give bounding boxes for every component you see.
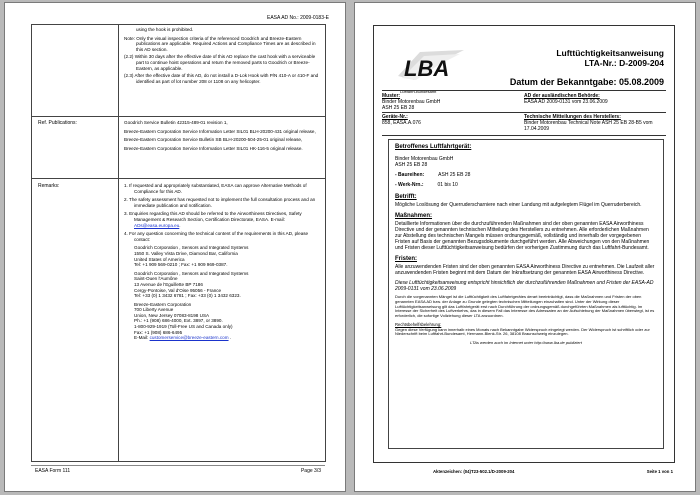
remark-item: 2. The safety assessment has requested not to implement the full consultation process and an immediate publication and notification. xyxy=(124,197,316,208)
lta-content xyxy=(395,144,657,346)
grid-rule xyxy=(382,112,666,113)
lba-logo xyxy=(394,46,466,88)
ref-item: Goodrich Service Bulletin 42315-489-01 revision 1, xyxy=(124,120,228,125)
title-line-2: LTA-Nr.: D-2009-204 xyxy=(584,58,664,68)
email-label: E-Mail: xyxy=(134,335,150,341)
muster-value: Binder Motorenbau GmbH xyxy=(382,99,441,105)
ad-block xyxy=(524,93,666,105)
remark-item: 1. If requested and appropriately substantiated, EASA can approve Alternative Methods of Compliance for this AD. xyxy=(124,183,307,194)
ref-item: Breeze-Eastern Corporation Service Bulletin SB BLH-20200-504-25-01 original release, xyxy=(124,137,303,143)
geraete-value: 858, EASA.A.076 xyxy=(382,120,421,126)
remark-item: 4. For any question concerning the technical content of the requirements in this AD, please contact: xyxy=(124,231,309,242)
table-row-divider xyxy=(32,178,325,179)
betrifft-heading: Betrifft: xyxy=(395,194,417,200)
contact-line: Breeze-Eastern Corporation xyxy=(134,301,192,307)
remarks-list xyxy=(124,183,322,344)
title-line-1: Lufttüchtigkeitsanweisung xyxy=(556,48,664,58)
contact-line: Goodrich Corporation , Sensors and Integrated Systems xyxy=(134,245,249,251)
ad-label: AD der ausländischen Behörde: xyxy=(524,93,600,99)
remark-3-end: . xyxy=(179,222,181,228)
werknr-row xyxy=(395,182,657,188)
massnahmen-heading: Maßnahmen: xyxy=(395,213,433,219)
doc-reference: EASA AD No.: 2009-0183-E xyxy=(267,15,329,21)
action-2-2: (2.2) Within 30 days after the effective date of this AD replace the cast hook with a serviceable part to continue hoist operations and return the removed parts to Goodrich or Breeze-Eastern, as applicable. xyxy=(124,54,316,71)
contact-line: Goodrich Corporation , Sensors and Integrated Systems xyxy=(134,270,249,276)
publication-date: Datum der Bekanntgabe: 05.08.2009 xyxy=(509,77,664,87)
tm-value: 17.04.2009 xyxy=(524,126,550,132)
contact-line: Tel: +33 (0) 1 3432 6781 ; Fax: +33 (0) 1 3432 6323. xyxy=(134,293,241,299)
rechtsbehelf-heading: Rechtsbehelfsbelehrung: xyxy=(395,321,442,327)
geraete-label: Geräte-Nr.: xyxy=(382,114,408,120)
easa-email-link[interactable]: ADs@easa.europa.eu xyxy=(134,222,180,228)
massnahmen-text: Detaillierte Informationen über die durchzuführenden Maßnahmen sind der oben genannten EASA Airworthiness Directive und der genannten technischen Mitteilung des Herstellers zu entnehmen. Alle erforderlichen Maßnahmen zur Abstellung des technischen Mangels müssen ordnungsgemäß, vollständig und innerhalb der vorgegebenen Fristen auf Basis der genannten Bezugsdokumente durchgeführt werden. Alle Abweichungen von den Maßnahmen und Fristen dieser Lufttüchtigkeitsanweisung bedürfen der vorherigen Zustimmung durch das Luftfahrt-Bundesamt. xyxy=(395,221,650,251)
betroffen-heading: Betroffenes Luftfahrtgerät: xyxy=(395,144,472,150)
header-rule xyxy=(382,90,666,91)
document-page-right xyxy=(354,2,696,492)
muster-block xyxy=(382,93,520,111)
contact-line: Ph.: +1 (908) 686-4000, Ext. 3897, or 3890. xyxy=(134,318,223,324)
werknr-value: 01 bis 10 xyxy=(437,182,458,188)
contact-goodrich-fr xyxy=(134,271,322,299)
betrifft-text: Mögliche Loslösung der Querruderscharniere nach einer Landung mit aufgelegtem Flügel im Querruderbereich. xyxy=(395,202,642,208)
ref-publications-label: Ref. Publications: xyxy=(38,120,77,126)
geraete-block xyxy=(382,114,520,126)
ad-table xyxy=(31,24,326,462)
lta-content-box xyxy=(388,139,664,449)
tm-value: Binder Motorenbau Technical Note ASH 25 EB 28-B5 vom xyxy=(524,120,653,126)
tm-label: Technische Mitteilungen des Herstellers: xyxy=(524,114,621,120)
page-count: Seite 1 von 1 xyxy=(646,469,673,474)
document-page-left xyxy=(4,2,346,492)
contact-goodrich-us xyxy=(134,245,322,267)
ref-item: Breeze-Eastern Corporation Service Information Letter SIL01 HK-116-5 original release. xyxy=(124,145,303,151)
contact-line: 13 Avenue de l'Eguillette BP 7186 xyxy=(134,281,203,287)
werknr-label: - Werk-Nrn.: xyxy=(395,182,424,188)
footer-rule xyxy=(31,465,325,466)
remark-item xyxy=(124,211,322,228)
breeze-email-link[interactable]: customerservice@breeze-eastern.com xyxy=(149,335,229,341)
online-note: LTAs werden auch im Internet unter http://www.lba.de publiziert xyxy=(470,340,582,346)
contact-line: 1-800-929-1919 (Toll-Free US and Canada only) xyxy=(134,324,233,330)
baureihen-row xyxy=(395,172,657,178)
contact-line: United States of America xyxy=(134,256,185,262)
logo-text: LBA xyxy=(404,56,450,81)
table-row-divider xyxy=(32,116,325,117)
footer-page-number: Page 3/3 xyxy=(300,468,321,474)
tm-block xyxy=(524,114,666,132)
contacts-block xyxy=(124,245,322,341)
baureihen-value: ASH 25 EB 28 xyxy=(438,172,471,178)
rechtsbehelf-text: Gegen diese Verfügung kann innerhalb eines Monats nach Bekanntgabe Widerspruch eingelegt werden. Der Widerspruch ist schriftlich oder zur Niederschrift beim Luftfahrt-Bundesamt, Hermann-Blenk-Str. 26, 38108 Braunschweig einzulegen. xyxy=(395,326,650,337)
lta-title xyxy=(556,48,664,68)
ad-value: EASA AD 2009-0131 vom 23.06.2009 xyxy=(524,99,608,105)
footer-form-name: EASA Form 111 xyxy=(35,468,71,474)
contact-line: Fax: +1 (908) 686-6495 xyxy=(134,329,183,335)
baureihen-label: - Baureihen: xyxy=(395,172,425,178)
actions-cell xyxy=(124,27,322,86)
note-text: Note: Only the visual inspection criteria of the referenced Goodrich and Breeze-Eastern publications are applicable. Required Actions and Compliance Times are as described in this AD section. xyxy=(124,35,316,52)
contact-line: 700 Liberty Avenue xyxy=(134,307,174,313)
fristen-heading: Fristen: xyxy=(395,256,418,262)
betroffen-type: ASH 25 EB 28 xyxy=(395,162,428,168)
muster-label: Muster: xyxy=(382,93,401,99)
remarks-label: Remarks: xyxy=(38,183,60,189)
contact-line: Cergy-Pontoise, Val d'Oise 95056 - France xyxy=(134,287,222,293)
lta-frame xyxy=(373,25,675,463)
legal-text: Durch die vorgenannten Mängel ist die Lufttüchtigkeit des Luftfahrtgerätes derart beeinträchtigt, dass die Maßnahmen und Fristen der oben genannten EASA AD bzw. der Anlage zu Grunde gelegten technischen Mitteilungen einzuhalten sind. Unter der Wirkung dieser Lufttüchtigkeitsanweisung gilt das Luftfahrtgerät erst nach Durchführung der ordnungsgemäß durchgeführten Maßnahmen als lufttüchtig. Im Interesse der Sicherheit des Luftverkehrs, das in diesem Fall das Interesse des Adressaten an der Aufschiebung der Maßnahmen überwiegt, ist es erforderlich, die sofortige Vollziehung dieser LTA anzuordnen. xyxy=(395,294,655,319)
action-2-3: (2.3) After the effective date of this AD, do not install a D-Lok Hook with P/N 410-A or 410-F and identified as part of lot number 208 or 1108 on any helicopter. xyxy=(124,73,319,84)
muster-value: ASH 25 EB 28 xyxy=(382,105,415,111)
ref-item: Breeze-Eastern Corporation Service Information Letter SIL01 BLH-20200-431 original release, xyxy=(124,128,316,134)
logo-subtitle: Luftfahrt-Bundesamt xyxy=(400,89,437,94)
table-column-divider xyxy=(118,25,119,461)
grid-rule xyxy=(382,135,666,136)
ref-publications-list xyxy=(124,120,322,154)
file-reference: Aktenzeichen: (04)T23-502.1/D-2009-204 xyxy=(433,469,515,474)
fristen-text: Alle anzuwendenden Fristen sind der oben genannten EASA Airworthiness Directive zu entnehmen. Die Laufzeit aller anzuwendenden Fristen beginnt mit dem Datum der Inkraftsetzung der genannten EASA Airworthiness Directive. xyxy=(395,264,655,276)
continuation-text: using the hook is prohibited. xyxy=(136,27,194,32)
contact-line: 1550 S. Valley Vista Drive, Diamond Bar, California xyxy=(134,250,238,256)
email-end: . xyxy=(228,335,232,341)
contact-line: Union, New Jersey 07083-8198 USA xyxy=(134,312,210,318)
contact-line: Tel: +1 909 569-0210 ; Fax: +1 909 969-0387. xyxy=(134,262,228,268)
italic-statement: Diese Lufttüchtigkeitsanweisung entspricht hinsichtlich der durchzuführenden Maßnahmen und Fristen der EASA-AD 2009-0131 vom 23.06.2009 xyxy=(395,280,654,292)
betroffen-company: Binder Motorenbau GmbH xyxy=(395,156,454,162)
contact-line: Saint-Ouen l'Aumône xyxy=(134,276,178,282)
contact-breeze-eastern xyxy=(134,302,322,341)
remark-3-text: 3. Enquiries regarding this AD should be referred to the Airworthiness Directives, Safety Management & Research Section, Certification Directorate, EASA. E-mail: xyxy=(124,211,302,222)
